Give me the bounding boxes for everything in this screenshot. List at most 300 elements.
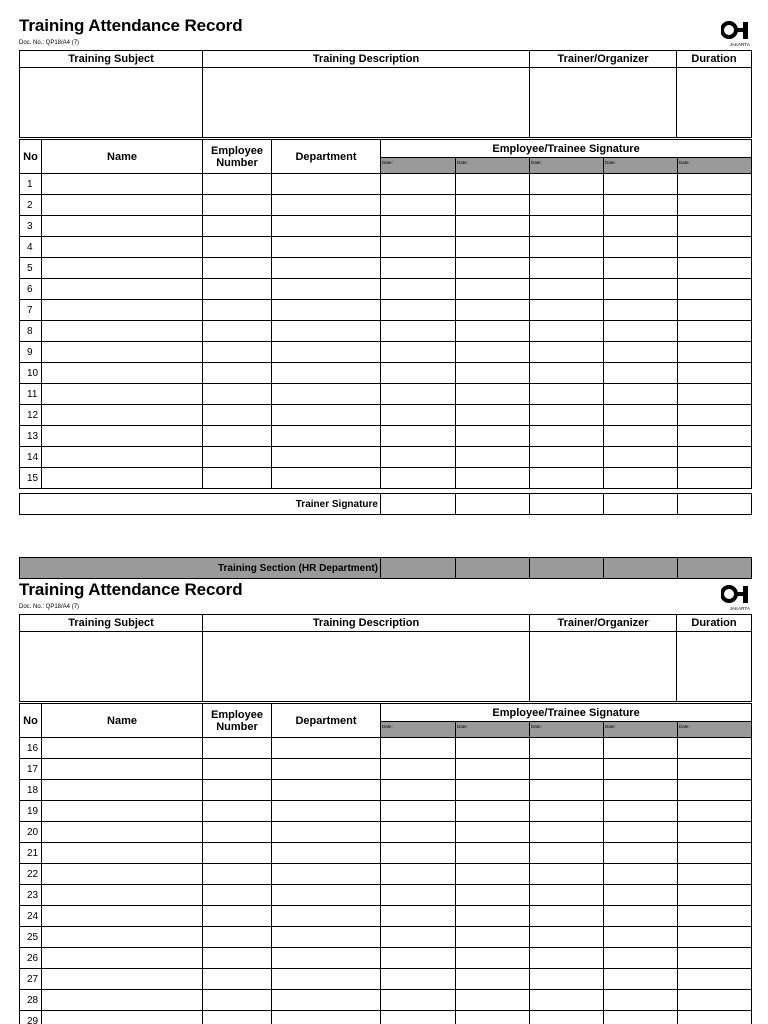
employee-number-cell[interactable]	[203, 927, 272, 948]
training-description-field[interactable]	[203, 68, 530, 138]
training-subject-header: Training Subject	[20, 51, 203, 68]
signature-cell[interactable]	[530, 174, 604, 195]
signature-cell[interactable]	[604, 426, 678, 447]
date-cell[interactable]: Date:	[530, 158, 604, 174]
signature-cell[interactable]	[604, 927, 678, 948]
signature-cell[interactable]	[678, 237, 752, 258]
department-cell[interactable]	[272, 300, 381, 321]
name-cell[interactable]	[42, 195, 203, 216]
signature-cell[interactable]	[381, 885, 456, 906]
signature-cell[interactable]	[678, 384, 752, 405]
signature-cell[interactable]	[381, 468, 456, 489]
doc-number: Doc. No.: QP18/A4 (7)	[19, 40, 80, 46]
signature-cell[interactable]	[604, 885, 678, 906]
signature-cell[interactable]	[530, 216, 604, 237]
department-cell[interactable]	[272, 342, 381, 363]
row-number: 11	[20, 384, 42, 405]
table-row	[20, 300, 752, 321]
name-cell[interactable]	[42, 990, 203, 1011]
signature-cell[interactable]	[530, 384, 604, 405]
signature-cell[interactable]	[678, 822, 752, 843]
name-cell[interactable]	[42, 405, 203, 426]
signature-cell[interactable]	[530, 843, 604, 864]
signature-cell[interactable]	[530, 780, 604, 801]
duration-header: Duration	[677, 51, 752, 68]
signature-cell[interactable]	[604, 906, 678, 927]
signature-cell[interactable]	[678, 738, 752, 759]
signature-cell[interactable]	[456, 342, 530, 363]
signature-cell[interactable]	[456, 363, 530, 384]
department-cell[interactable]	[272, 216, 381, 237]
department-cell[interactable]	[272, 195, 381, 216]
signature-cell[interactable]	[678, 279, 752, 300]
signature-cell[interactable]	[530, 822, 604, 843]
signature-cell[interactable]	[678, 447, 752, 468]
signature-cell[interactable]	[456, 300, 530, 321]
signature-cell[interactable]	[530, 237, 604, 258]
department-cell[interactable]	[272, 780, 381, 801]
signature-cell[interactable]	[530, 885, 604, 906]
signature-cell[interactable]	[604, 780, 678, 801]
signature-cell[interactable]	[530, 468, 604, 489]
signature-cell[interactable]	[678, 216, 752, 237]
department-cell[interactable]	[272, 885, 381, 906]
employee-number-cell[interactable]	[203, 906, 272, 927]
company-logo	[721, 585, 751, 611]
name-cell[interactable]	[42, 780, 203, 801]
name-cell[interactable]	[42, 801, 203, 822]
department-cell[interactable]	[272, 738, 381, 759]
name-cell[interactable]	[42, 906, 203, 927]
signature-cell[interactable]	[381, 969, 456, 990]
row-number: 23	[20, 885, 42, 906]
signature-cell[interactable]	[530, 990, 604, 1011]
date-cell[interactable]: Date:	[381, 158, 456, 174]
employee-number-cell[interactable]	[203, 384, 272, 405]
employee-number-cell[interactable]	[203, 843, 272, 864]
signature-cell[interactable]	[381, 384, 456, 405]
signature-cell[interactable]	[456, 216, 530, 237]
training-info-table	[19, 50, 752, 138]
name-cell[interactable]	[42, 300, 203, 321]
hr-section-table	[19, 557, 752, 579]
row-number: 13	[20, 426, 42, 447]
doc-number: Doc. No.: QP18/A4 (7)	[19, 604, 80, 610]
department-cell[interactable]	[272, 948, 381, 969]
signature-cell[interactable]	[678, 780, 752, 801]
date-cell[interactable]: Date:	[456, 722, 530, 738]
name-cell[interactable]	[42, 759, 203, 780]
signature-cell[interactable]	[604, 822, 678, 843]
name-cell[interactable]	[42, 843, 203, 864]
signature-cell[interactable]	[530, 321, 604, 342]
signature-cell[interactable]	[381, 843, 456, 864]
signature-cell[interactable]	[530, 969, 604, 990]
signature-cell[interactable]	[456, 321, 530, 342]
signature-cell[interactable]	[678, 948, 752, 969]
department-cell[interactable]	[272, 321, 381, 342]
name-cell[interactable]	[42, 174, 203, 195]
signature-cell[interactable]	[456, 195, 530, 216]
trainer-organizer-field[interactable]	[530, 632, 677, 702]
employee-number-cell[interactable]	[203, 237, 272, 258]
date-cell[interactable]: Date:	[456, 158, 530, 174]
signature-cell[interactable]	[678, 927, 752, 948]
signature-cell[interactable]	[456, 927, 530, 948]
department-cell[interactable]	[272, 468, 381, 489]
department-cell[interactable]	[272, 237, 381, 258]
table-row	[20, 990, 752, 1011]
signature-header: Employee/Trainee Signature	[381, 140, 752, 158]
employee-number-cell[interactable]	[203, 279, 272, 300]
signature-cell[interactable]	[456, 822, 530, 843]
signature-cell[interactable]	[678, 969, 752, 990]
employee-number-cell[interactable]	[203, 759, 272, 780]
employee-number-cell[interactable]	[203, 468, 272, 489]
signature-cell[interactable]	[530, 864, 604, 885]
signature-cell[interactable]	[678, 906, 752, 927]
employee-number-cell[interactable]	[203, 342, 272, 363]
signature-cell[interactable]	[456, 405, 530, 426]
signature-cell[interactable]	[604, 216, 678, 237]
department-cell[interactable]	[272, 279, 381, 300]
signature-cell[interactable]	[530, 1011, 604, 1024]
signature-cell[interactable]	[456, 279, 530, 300]
name-cell[interactable]	[42, 237, 203, 258]
attendance-table	[19, 139, 752, 489]
trainer-organizer-field[interactable]	[530, 68, 677, 138]
employee-number-cell[interactable]	[203, 864, 272, 885]
training-subject-header: Training Subject	[20, 615, 203, 632]
hr-signature-cell[interactable]	[604, 558, 678, 579]
signature-cell[interactable]	[381, 864, 456, 885]
signature-cell[interactable]	[381, 321, 456, 342]
signature-cell[interactable]	[381, 174, 456, 195]
department-cell[interactable]	[272, 969, 381, 990]
signature-cell[interactable]	[381, 780, 456, 801]
department-cell[interactable]	[272, 822, 381, 843]
employee-number-cell[interactable]	[203, 990, 272, 1011]
signature-cell[interactable]	[678, 759, 752, 780]
signature-cell[interactable]	[456, 990, 530, 1011]
date-cell[interactable]: Date:	[678, 722, 752, 738]
signature-cell[interactable]	[678, 405, 752, 426]
trainer-signature-cell[interactable]	[456, 494, 530, 515]
signature-cell[interactable]	[678, 321, 752, 342]
table-row	[20, 780, 752, 801]
name-cell[interactable]	[42, 447, 203, 468]
signature-cell[interactable]	[456, 885, 530, 906]
employee-number-cell[interactable]	[203, 195, 272, 216]
signature-cell[interactable]	[678, 258, 752, 279]
signature-cell[interactable]	[381, 237, 456, 258]
attendance-table	[19, 703, 752, 1024]
signature-cell[interactable]	[678, 426, 752, 447]
attendance-form-page-2	[19, 580, 751, 1024]
row-number: 8	[20, 321, 42, 342]
hr-signature-cell[interactable]	[530, 558, 604, 579]
training-subject-field[interactable]	[20, 632, 203, 702]
signature-cell[interactable]	[530, 759, 604, 780]
hr-signature-cell[interactable]	[381, 558, 456, 579]
name-cell[interactable]	[42, 1011, 203, 1024]
signature-cell[interactable]	[530, 426, 604, 447]
signature-cell[interactable]	[604, 300, 678, 321]
department-cell[interactable]	[272, 258, 381, 279]
name-cell[interactable]	[42, 321, 203, 342]
signature-cell[interactable]	[604, 864, 678, 885]
hr-signature-cell[interactable]	[456, 558, 530, 579]
signature-cell[interactable]	[678, 990, 752, 1011]
signature-cell[interactable]	[456, 258, 530, 279]
employee-number-cell[interactable]	[203, 948, 272, 969]
logo-mark-icon	[721, 585, 751, 605]
signature-cell[interactable]	[456, 1011, 530, 1024]
date-cell[interactable]: Date:	[381, 722, 456, 738]
trainer-signature-cell[interactable]	[381, 494, 456, 515]
hr-section-label: Training Section (HR Department)	[20, 558, 381, 579]
name-cell[interactable]	[42, 864, 203, 885]
signature-cell[interactable]	[381, 258, 456, 279]
signature-cell[interactable]	[530, 405, 604, 426]
signature-cell[interactable]	[456, 780, 530, 801]
employee-number-line1: Employee	[211, 708, 263, 721]
signature-cell[interactable]	[604, 447, 678, 468]
signature-cell[interactable]	[381, 759, 456, 780]
signature-cell[interactable]	[381, 906, 456, 927]
date-cell[interactable]: Date:	[604, 158, 678, 174]
signature-cell[interactable]	[381, 822, 456, 843]
employee-number-cell[interactable]	[203, 780, 272, 801]
training-description-field[interactable]	[203, 632, 530, 702]
employee-number-cell[interactable]	[203, 801, 272, 822]
signature-cell[interactable]	[456, 174, 530, 195]
signature-cell[interactable]	[381, 405, 456, 426]
name-cell[interactable]	[42, 969, 203, 990]
signature-cell[interactable]	[456, 738, 530, 759]
signature-cell[interactable]	[530, 363, 604, 384]
signature-cell[interactable]	[530, 801, 604, 822]
table-row	[20, 927, 752, 948]
employee-number-cell[interactable]	[203, 321, 272, 342]
table-row	[20, 969, 752, 990]
signature-cell[interactable]	[604, 321, 678, 342]
department-cell[interactable]	[272, 927, 381, 948]
signature-cell[interactable]	[530, 195, 604, 216]
row-number: 14	[20, 447, 42, 468]
training-subject-field[interactable]	[20, 68, 203, 138]
employee-number-cell[interactable]	[203, 738, 272, 759]
signature-cell[interactable]	[530, 342, 604, 363]
signature-cell[interactable]	[678, 864, 752, 885]
name-cell[interactable]	[42, 927, 203, 948]
department-cell[interactable]	[272, 447, 381, 468]
signature-cell[interactable]	[530, 738, 604, 759]
name-cell[interactable]	[42, 342, 203, 363]
signature-cell[interactable]	[678, 300, 752, 321]
name-cell[interactable]	[42, 363, 203, 384]
employee-number-cell[interactable]	[203, 216, 272, 237]
signature-cell[interactable]	[381, 426, 456, 447]
signature-cell[interactable]	[604, 405, 678, 426]
name-cell[interactable]	[42, 384, 203, 405]
department-cell[interactable]	[272, 1011, 381, 1024]
signature-cell[interactable]	[456, 426, 530, 447]
department-cell[interactable]	[272, 990, 381, 1011]
trainer-signature-cell[interactable]	[530, 494, 604, 515]
employee-number-cell[interactable]	[203, 447, 272, 468]
signature-cell[interactable]	[678, 843, 752, 864]
signature-cell[interactable]	[604, 342, 678, 363]
employee-number-cell[interactable]	[203, 405, 272, 426]
department-cell[interactable]	[272, 363, 381, 384]
department-cell[interactable]	[272, 843, 381, 864]
signature-cell[interactable]	[604, 384, 678, 405]
signature-cell[interactable]	[456, 468, 530, 489]
name-cell[interactable]	[42, 885, 203, 906]
date-cell[interactable]: Date:	[678, 158, 752, 174]
attendance-rows	[20, 174, 752, 489]
signature-cell[interactable]	[604, 258, 678, 279]
signature-cell[interactable]	[678, 801, 752, 822]
date-cell[interactable]: Date:	[530, 722, 604, 738]
trainer-signature-cell[interactable]	[604, 494, 678, 515]
employee-number-cell[interactable]	[203, 300, 272, 321]
signature-cell[interactable]	[381, 216, 456, 237]
employee-number-cell[interactable]	[203, 258, 272, 279]
department-cell[interactable]	[272, 801, 381, 822]
hr-signature-cell[interactable]	[678, 558, 752, 579]
signature-cell[interactable]	[678, 468, 752, 489]
table-row	[20, 759, 752, 780]
signature-cell[interactable]	[678, 1011, 752, 1024]
employee-number-cell[interactable]	[203, 969, 272, 990]
signature-cell[interactable]	[530, 258, 604, 279]
signature-cell[interactable]	[456, 906, 530, 927]
signature-cell[interactable]	[530, 447, 604, 468]
name-cell[interactable]	[42, 822, 203, 843]
employee-number-line2: Number	[216, 156, 258, 169]
signature-cell[interactable]	[381, 1011, 456, 1024]
no-header: No	[20, 704, 42, 738]
table-row	[20, 426, 752, 447]
row-number: 6	[20, 279, 42, 300]
employee-number-cell[interactable]	[203, 174, 272, 195]
signature-cell[interactable]	[456, 384, 530, 405]
name-cell[interactable]	[42, 948, 203, 969]
signature-cell[interactable]	[381, 300, 456, 321]
signature-cell[interactable]	[381, 447, 456, 468]
department-cell[interactable]	[272, 174, 381, 195]
signature-cell[interactable]	[604, 843, 678, 864]
duration-field[interactable]	[677, 68, 752, 138]
signature-cell[interactable]	[530, 300, 604, 321]
row-number: 22	[20, 864, 42, 885]
signature-cell[interactable]	[530, 279, 604, 300]
signature-cell[interactable]	[678, 174, 752, 195]
row-number: 10	[20, 363, 42, 384]
row-number: 1	[20, 174, 42, 195]
signature-cell[interactable]	[604, 759, 678, 780]
name-cell[interactable]	[42, 426, 203, 447]
signature-cell[interactable]	[381, 195, 456, 216]
employee-number-cell[interactable]	[203, 1011, 272, 1024]
signature-cell[interactable]	[456, 864, 530, 885]
signature-cell[interactable]	[604, 363, 678, 384]
employee-number-cell[interactable]	[203, 885, 272, 906]
signature-cell[interactable]	[604, 279, 678, 300]
signature-header: Employee/Trainee Signature	[381, 704, 752, 722]
signature-cell[interactable]	[530, 906, 604, 927]
row-number: 26	[20, 948, 42, 969]
signature-cell[interactable]	[381, 801, 456, 822]
signature-cell[interactable]	[678, 363, 752, 384]
signature-cell[interactable]	[604, 1011, 678, 1024]
row-number: 21	[20, 843, 42, 864]
signature-cell[interactable]	[456, 969, 530, 990]
name-cell[interactable]	[42, 738, 203, 759]
signature-cell[interactable]	[530, 927, 604, 948]
signature-cell[interactable]	[381, 990, 456, 1011]
signature-cell[interactable]	[530, 948, 604, 969]
signature-cell[interactable]	[678, 885, 752, 906]
signature-cell[interactable]	[456, 237, 530, 258]
signature-cell[interactable]	[456, 447, 530, 468]
trainer-signature-cell[interactable]	[678, 494, 752, 515]
signature-cell[interactable]	[604, 174, 678, 195]
signature-cell[interactable]	[604, 990, 678, 1011]
department-cell[interactable]	[272, 864, 381, 885]
signature-cell[interactable]	[381, 279, 456, 300]
signature-cell[interactable]	[456, 801, 530, 822]
department-cell[interactable]	[272, 759, 381, 780]
employee-number-cell[interactable]	[203, 426, 272, 447]
name-cell[interactable]	[42, 216, 203, 237]
department-cell[interactable]	[272, 405, 381, 426]
signature-cell[interactable]	[456, 843, 530, 864]
name-cell[interactable]	[42, 279, 203, 300]
signature-cell[interactable]	[381, 927, 456, 948]
signature-cell[interactable]	[456, 948, 530, 969]
signature-cell[interactable]	[381, 363, 456, 384]
department-cell[interactable]	[272, 906, 381, 927]
signature-cell[interactable]	[381, 948, 456, 969]
signature-cell[interactable]	[604, 468, 678, 489]
signature-cell[interactable]	[381, 342, 456, 363]
signature-cell[interactable]	[678, 342, 752, 363]
duration-field[interactable]	[677, 632, 752, 702]
signature-cell[interactable]	[604, 969, 678, 990]
signature-cell[interactable]	[456, 759, 530, 780]
name-cell[interactable]	[42, 258, 203, 279]
no-header: No	[20, 140, 42, 174]
date-cell[interactable]: Date:	[604, 722, 678, 738]
employee-number-cell[interactable]	[203, 822, 272, 843]
signature-cell[interactable]	[604, 801, 678, 822]
department-cell[interactable]	[272, 384, 381, 405]
name-cell[interactable]	[42, 468, 203, 489]
department-cell[interactable]	[272, 426, 381, 447]
logo-text: JAKARTA	[729, 606, 750, 611]
table-row	[20, 468, 752, 489]
signature-cell[interactable]	[604, 195, 678, 216]
signature-cell[interactable]	[604, 738, 678, 759]
signature-cell[interactable]	[604, 948, 678, 969]
employee-number-cell[interactable]	[203, 363, 272, 384]
signature-cell[interactable]	[678, 195, 752, 216]
signature-cell[interactable]	[604, 237, 678, 258]
signature-cell[interactable]	[381, 738, 456, 759]
